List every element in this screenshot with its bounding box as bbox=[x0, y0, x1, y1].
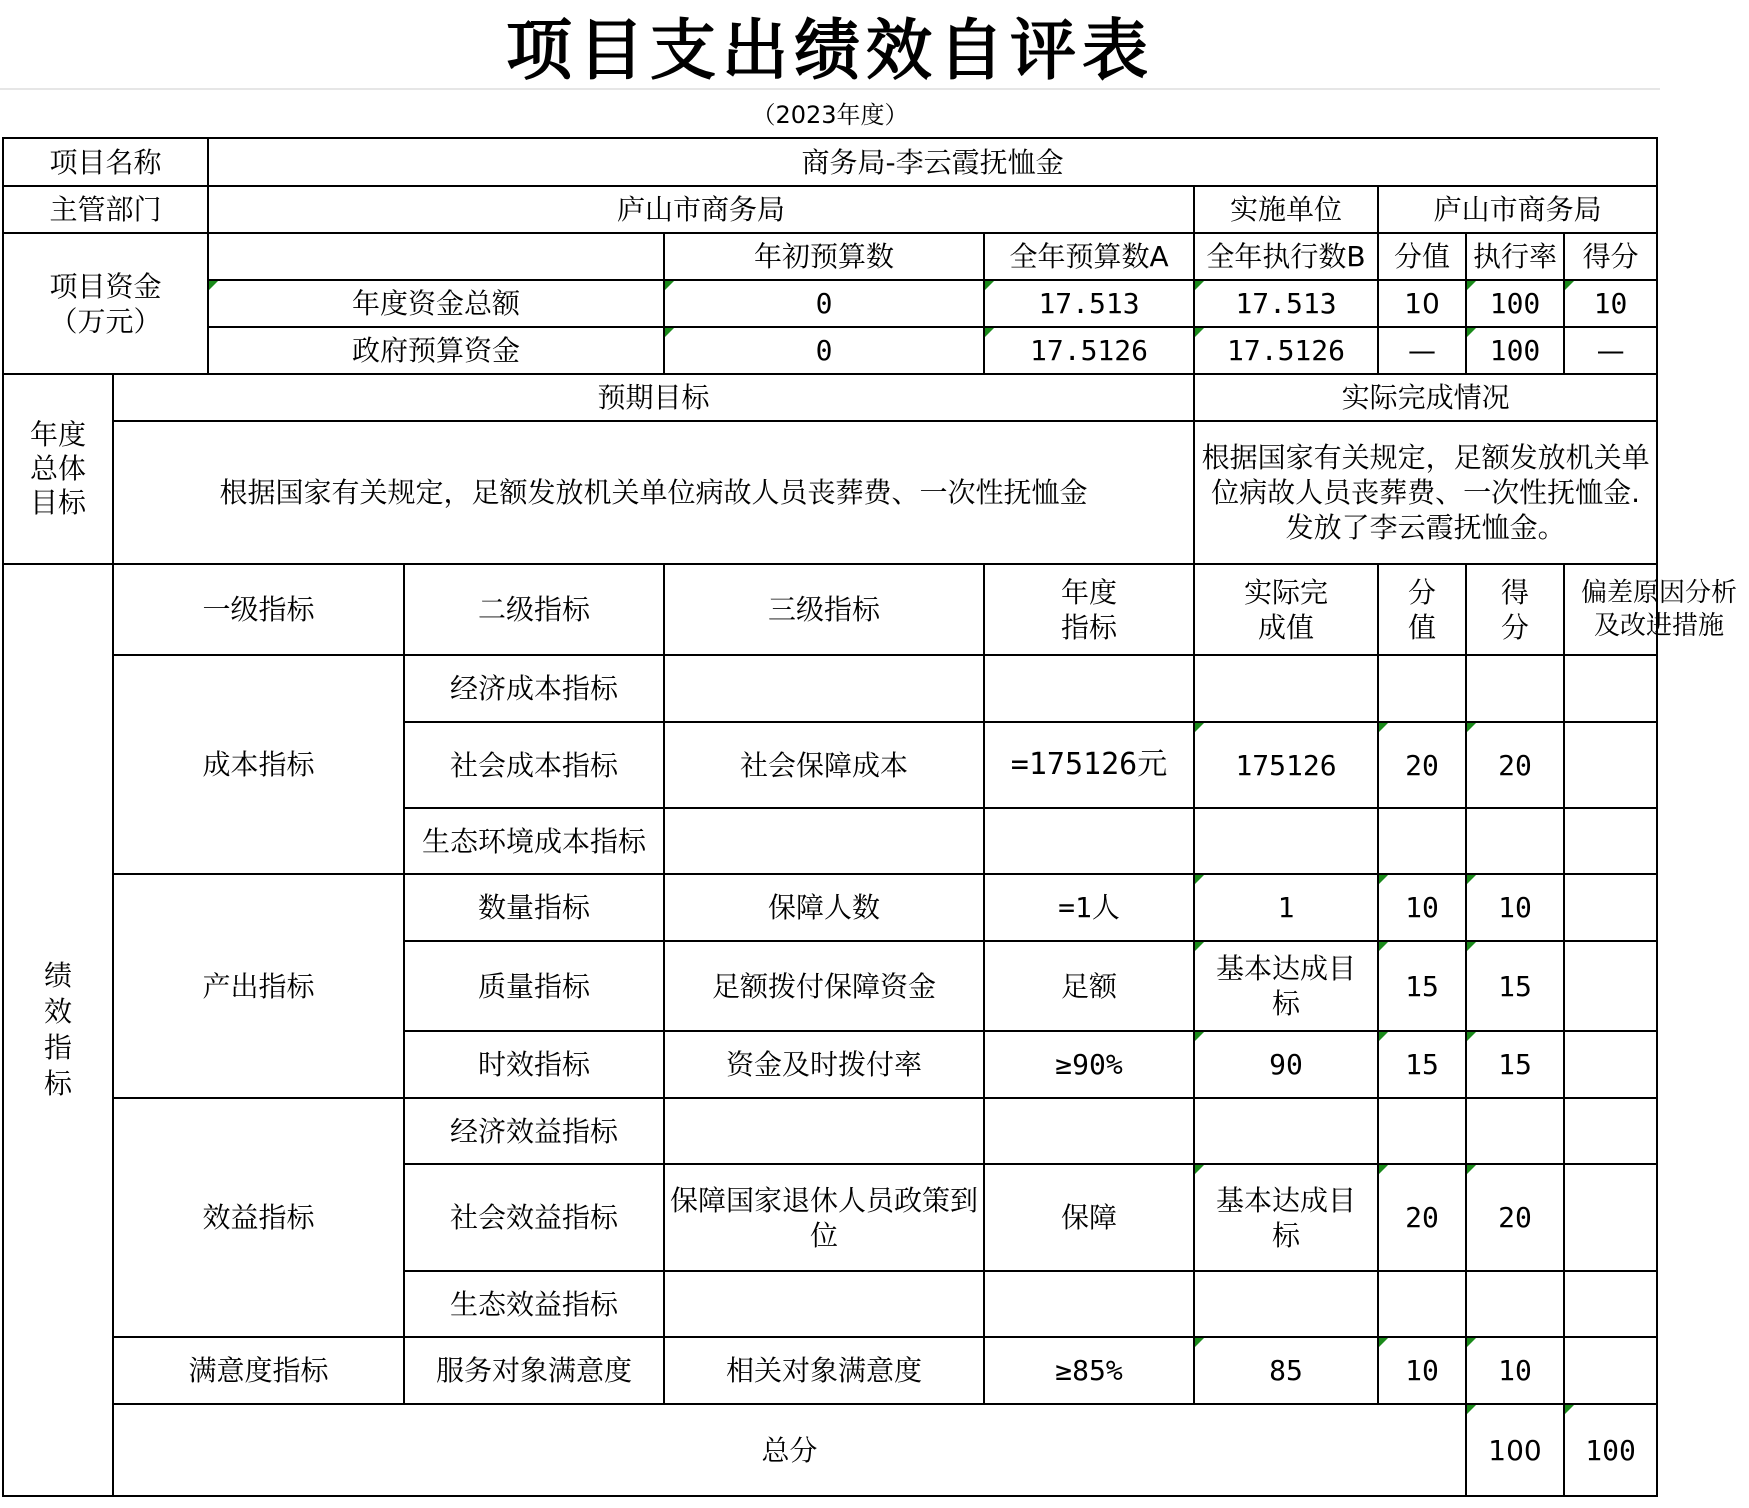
level2-cell: 服务对象满意度 bbox=[404, 1337, 664, 1404]
header-level2: 二级指标 bbox=[404, 564, 664, 655]
analysis-cell bbox=[1564, 1271, 1657, 1337]
level2-cell: 时效指标 bbox=[404, 1031, 664, 1098]
funds-budget: 17.513 bbox=[984, 280, 1194, 327]
department-row bbox=[3, 186, 1657, 233]
indicator-row bbox=[3, 874, 1657, 941]
value-cell: 15 bbox=[1378, 941, 1466, 1031]
funds-initial: 0 bbox=[664, 327, 984, 374]
indicators-label bbox=[3, 564, 113, 1496]
actual-cell bbox=[1194, 1164, 1378, 1271]
target-cell: =175126元 bbox=[984, 722, 1194, 808]
target-cell: ≥90% bbox=[984, 1031, 1194, 1098]
score-cell bbox=[1466, 1271, 1564, 1337]
funds-rate: 100 bbox=[1466, 280, 1564, 327]
analysis-cell bbox=[1564, 1164, 1657, 1271]
header-target bbox=[984, 564, 1194, 655]
actual-cell: 1 bbox=[1194, 874, 1378, 941]
funds-header-score: 得分 bbox=[1564, 233, 1657, 280]
score-cell: 20 bbox=[1466, 1164, 1564, 1271]
goals-label bbox=[3, 374, 113, 564]
level1-benefit: 效益指标 bbox=[113, 1098, 404, 1337]
funds-executed: 17.513 bbox=[1194, 280, 1378, 327]
project-name-value: 商务局-李云霞抚恤金 bbox=[208, 138, 1657, 186]
sheet-gridline bbox=[0, 88, 1660, 90]
level2-cell: 经济成本指标 bbox=[404, 655, 664, 722]
funds-initial: 0 bbox=[664, 280, 984, 327]
analysis-cell bbox=[1564, 655, 1657, 722]
actual-cell bbox=[1194, 808, 1378, 874]
score-cell: 20 bbox=[1466, 722, 1564, 808]
funds-header-budget: 全年预算数A bbox=[984, 233, 1194, 280]
score-cell bbox=[1466, 655, 1564, 722]
goals-label-text: 年度总体目标 bbox=[29, 418, 86, 519]
analysis-cell bbox=[1564, 722, 1657, 808]
funds-rate: 100 bbox=[1466, 327, 1564, 374]
funds-executed: 17.5126 bbox=[1194, 327, 1378, 374]
score-cell: 10 bbox=[1466, 874, 1564, 941]
actual-cell bbox=[1194, 1271, 1378, 1337]
actual-cell-text: 基本达成目标 bbox=[1216, 1183, 1357, 1252]
level3-cell: 保障人数 bbox=[664, 874, 984, 941]
target-cell: =1人 bbox=[984, 874, 1194, 941]
goals-actual-text: 根据国家有关规定，足额发放机关单位病故人员丧葬费、一次性抚恤金.发放了李云霞抚恤金。 bbox=[1194, 421, 1657, 564]
level3-cell: 足额拨付保障资金 bbox=[664, 941, 984, 1031]
level2-cell: 社会成本指标 bbox=[404, 722, 664, 808]
target-cell: 保障 bbox=[984, 1164, 1194, 1271]
goals-actual-header: 实际完成情况 bbox=[1194, 374, 1657, 421]
indicator-row bbox=[3, 1098, 1657, 1164]
level2-cell: 数量指标 bbox=[404, 874, 664, 941]
value-cell: 10 bbox=[1378, 874, 1466, 941]
funds-score-value: 10 bbox=[1378, 280, 1466, 327]
actual-cell-text: 基本达成目标 bbox=[1216, 952, 1357, 1020]
level3-cell: 社会保障成本 bbox=[664, 722, 984, 808]
funds-header-blank bbox=[208, 233, 664, 280]
actual-cell: 175126 bbox=[1194, 722, 1378, 808]
funds-header-initial: 年初预算数 bbox=[664, 233, 984, 280]
funds-score-value: — bbox=[1378, 327, 1466, 374]
implementer-label: 实施单位 bbox=[1194, 186, 1378, 233]
score-cell bbox=[1466, 1098, 1564, 1164]
funds-score: — bbox=[1564, 327, 1657, 374]
level3-cell bbox=[664, 655, 984, 722]
total-row bbox=[3, 1404, 1657, 1496]
target-cell bbox=[984, 1098, 1194, 1164]
level3-cell bbox=[664, 1271, 984, 1337]
header-analysis-text: 偏差原因分析及改进措施 bbox=[1581, 578, 1738, 641]
level2-cell: 社会效益指标 bbox=[404, 1164, 664, 1271]
value-cell bbox=[1378, 808, 1466, 874]
funds-row-label: 政府预算资金 bbox=[208, 327, 664, 374]
target-cell bbox=[984, 808, 1194, 874]
header-level3: 三级指标 bbox=[664, 564, 984, 655]
actual-cell bbox=[1194, 655, 1378, 722]
total-label: 总分 bbox=[113, 1404, 1466, 1496]
value-cell: 15 bbox=[1378, 1031, 1466, 1098]
department-label: 主管部门 bbox=[3, 186, 208, 233]
value-cell bbox=[1378, 655, 1466, 722]
actual-cell: 90 bbox=[1194, 1031, 1378, 1098]
page-title: 项目支出绩效自评表 bbox=[506, 10, 1154, 89]
funds-header-row bbox=[3, 233, 1657, 280]
goals-expected-header: 预期目标 bbox=[113, 374, 1194, 421]
value-cell bbox=[1378, 1098, 1466, 1164]
actual-cell bbox=[1194, 941, 1378, 1031]
funds-score: 10 bbox=[1564, 280, 1657, 327]
funds-header-score-value: 分值 bbox=[1378, 233, 1466, 280]
target-cell: ≥85% bbox=[984, 1337, 1194, 1404]
level1-output: 产出指标 bbox=[113, 874, 404, 1098]
page-subtitle: （2023年度） bbox=[751, 100, 909, 129]
level2-cell: 生态效益指标 bbox=[404, 1271, 664, 1337]
header-actual-text: 实际完成值 bbox=[1244, 575, 1329, 644]
header-score-text: 得分 bbox=[1501, 575, 1530, 644]
value-cell bbox=[1378, 1271, 1466, 1337]
target-cell bbox=[984, 1271, 1194, 1337]
goals-header-row bbox=[3, 374, 1657, 421]
score-cell: 15 bbox=[1466, 941, 1564, 1031]
evaluation-table bbox=[2, 137, 1738, 1497]
value-cell: 20 bbox=[1378, 722, 1466, 808]
value-cell: 20 bbox=[1378, 1164, 1466, 1271]
analysis-cell bbox=[1564, 808, 1657, 874]
total-value: 100 bbox=[1466, 1404, 1564, 1496]
level3-cell: 资金及时拨付率 bbox=[664, 1031, 984, 1098]
project-name-row bbox=[3, 138, 1657, 186]
level1-cost: 成本指标 bbox=[113, 655, 404, 874]
indicator-row bbox=[3, 655, 1657, 722]
indicators-label-text: 绩效指标 bbox=[43, 959, 72, 1100]
funds-budget: 17.5126 bbox=[984, 327, 1194, 374]
funds-header-executed: 全年执行数B bbox=[1194, 233, 1378, 280]
department-value: 庐山市商务局 bbox=[208, 186, 1194, 233]
header-level1: 一级指标 bbox=[113, 564, 404, 655]
funds-header-rate: 执行率 bbox=[1466, 233, 1564, 280]
header-actual bbox=[1194, 564, 1378, 655]
funds-label: 项目资金 （万元） bbox=[3, 233, 208, 374]
header-score-value bbox=[1378, 564, 1466, 655]
indicators-header-row bbox=[3, 564, 1657, 655]
indicator-row bbox=[3, 1337, 1657, 1404]
goals-content-row bbox=[3, 421, 1657, 564]
score-cell bbox=[1466, 808, 1564, 874]
funds-gov-row bbox=[3, 327, 1657, 374]
total-score: 100 bbox=[1564, 1404, 1657, 1496]
level2-cell: 生态环境成本指标 bbox=[404, 808, 664, 874]
funds-row-label: 年度资金总额 bbox=[208, 280, 664, 327]
header-analysis bbox=[1564, 564, 1738, 655]
analysis-cell bbox=[1564, 1337, 1657, 1404]
level3-cell: 保障国家退休人员政策到位 bbox=[664, 1164, 984, 1271]
analysis-cell bbox=[1564, 874, 1657, 941]
header-score-value-text: 分值 bbox=[1408, 575, 1437, 644]
target-cell bbox=[984, 655, 1194, 722]
analysis-cell bbox=[1564, 1098, 1657, 1164]
implementer-value: 庐山市商务局 bbox=[1378, 186, 1657, 233]
score-cell: 15 bbox=[1466, 1031, 1564, 1098]
value-cell: 10 bbox=[1378, 1337, 1466, 1404]
target-cell: 足额 bbox=[984, 941, 1194, 1031]
level3-cell: 相关对象满意度 bbox=[664, 1337, 984, 1404]
level3-cell bbox=[664, 1098, 984, 1164]
analysis-cell bbox=[1564, 1031, 1657, 1098]
level1-satisfaction: 满意度指标 bbox=[113, 1337, 404, 1404]
project-name-label: 项目名称 bbox=[3, 138, 208, 186]
actual-cell: 85 bbox=[1194, 1337, 1378, 1404]
level2-cell: 经济效益指标 bbox=[404, 1098, 664, 1164]
level2-cell: 质量指标 bbox=[404, 941, 664, 1031]
goals-expected-text: 根据国家有关规定，足额发放机关单位病故人员丧葬费、一次性抚恤金 bbox=[113, 421, 1194, 564]
level3-cell bbox=[664, 808, 984, 874]
score-cell: 10 bbox=[1466, 1337, 1564, 1404]
header-target-text: 年度指标 bbox=[1061, 575, 1118, 644]
actual-cell bbox=[1194, 1098, 1378, 1164]
header-score bbox=[1466, 564, 1564, 655]
analysis-cell bbox=[1564, 941, 1657, 1031]
funds-total-row bbox=[3, 280, 1657, 327]
